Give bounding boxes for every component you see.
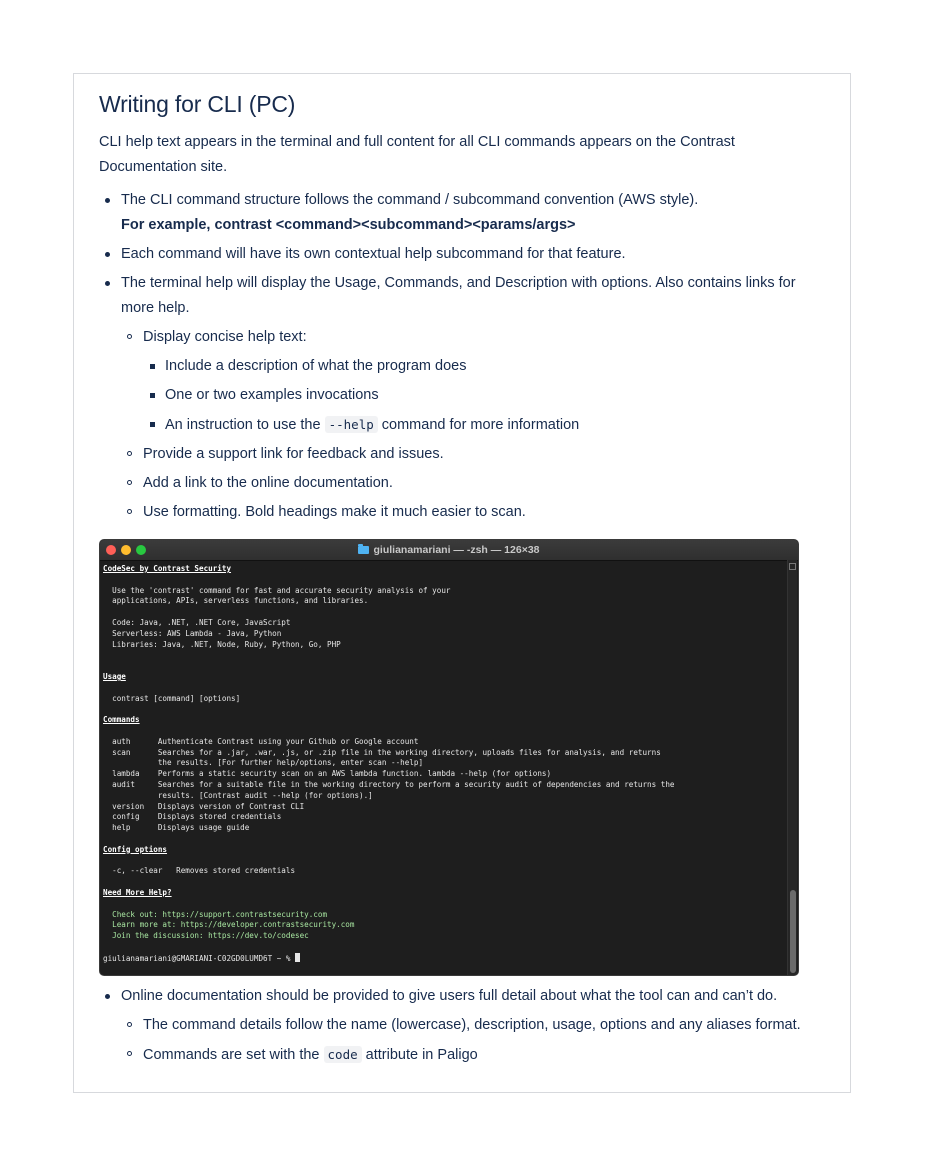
- terminal-line: applications, APIs, serverless functions, and libraries.: [103, 596, 369, 606]
- terminal-line: config Displays stored credentials: [103, 812, 282, 822]
- sub-list-item: [121, 1013, 829, 1038]
- terminal-line: Use the 'contrast' command for fast and accurate security analysis of your: [103, 585, 451, 595]
- sub-sub-bullet-text-post: command for more information: [377, 417, 580, 433]
- terminal-heading-usage: Usage: [103, 671, 126, 681]
- terminal-line: Code: Java, .NET, .NET Core, JavaScript: [103, 617, 291, 627]
- sub-list-item: [121, 1042, 829, 1068]
- sub-sub-list-item: [143, 412, 829, 438]
- command-example: For example, contrast <command><subcommand><params/args>: [121, 217, 576, 233]
- terminal-output: [103, 564, 786, 975]
- sub-sub-bullet-text: One or two examples invocations: [165, 387, 379, 403]
- help-flag-code: --help: [325, 416, 378, 433]
- terminal-line: contrast [command] [options]: [103, 693, 241, 703]
- bullet-text: Each command will have its own contextual help subcommand for that feature.: [121, 246, 626, 262]
- sub-bullet-text-pre: Commands are set with the: [143, 1047, 324, 1063]
- list-item: [99, 984, 829, 1068]
- document-card: [73, 73, 851, 1093]
- folder-icon: [358, 546, 369, 554]
- sub-bullet-text: The command details follow the name (lowercase), description, usage, options and any aliases format.: [143, 1017, 801, 1033]
- terminal-screenshot: [99, 539, 799, 976]
- terminal-titlebar: [100, 540, 798, 561]
- terminal-line: scan Searches for a .jar, .war, .js, or .zip file in the working directory, uploads files for analysis, and returns: [103, 747, 661, 757]
- terminal-scroll-button[interactable]: [789, 563, 796, 570]
- sub-sub-list-item: [143, 354, 829, 379]
- bottom-fade: [74, 1070, 850, 1092]
- terminal-line: -c, --clear Removes stored credentials: [103, 866, 296, 876]
- sub-list-item: [121, 442, 829, 467]
- terminal-title-text: giulianamariani — -zsh — 126×38: [373, 544, 540, 556]
- terminal-heading-main: CodeSec by Contrast Security: [103, 564, 232, 573]
- terminal-line: lambda Performs a static security scan on an AWS lambda function. lambda --help (for options): [103, 769, 552, 779]
- sub-bullet-text: Provide a support link for feedback and issues.: [143, 446, 444, 462]
- list-item: [99, 242, 829, 267]
- document-content: [99, 88, 829, 1072]
- sub-bullet-text: Use formatting. Bold headings make it much easier to scan.: [143, 504, 526, 520]
- terminal-line: help Displays usage guide: [103, 823, 250, 833]
- terminal-title: [100, 540, 798, 560]
- sub-bullet-list: [121, 1013, 829, 1068]
- terminal-cursor: [295, 953, 300, 962]
- sub-sub-list-item: [143, 383, 829, 408]
- terminal-heading-config: Config options: [103, 844, 168, 854]
- terminal-heading-commands: Commands: [103, 715, 140, 725]
- intro-paragraph: CLI help text appears in the terminal and full content for all CLI commands appears on the Contrast Documentation site.: [99, 134, 735, 175]
- terminal-line: results. [Contrast audit --help (for options).]: [103, 790, 373, 800]
- sub-list-item: [121, 471, 829, 496]
- terminal-link-line: Learn more at: https://developer.contrastsecurity.com: [103, 920, 355, 930]
- bullet-text: The terminal help will display the Usage, Commands, and Description with options. Also contains links for more help.: [121, 275, 796, 316]
- sub-sub-bullet-list: [143, 354, 829, 438]
- list-item: [99, 271, 829, 525]
- terminal-link-line: Join the discussion: https://dev.to/codesec: [103, 931, 309, 941]
- sub-sub-bullet-text-pre: An instruction to use the: [165, 417, 325, 433]
- bullet-text: Online documentation should be provided to give users full detail about what the tool can and can’t do.: [121, 988, 778, 1004]
- list-item: [99, 188, 829, 238]
- terminal-line: audit Searches for a suitable file in the working directory to perform a security audit of dependencies and returns the: [103, 779, 675, 789]
- terminal-line: the results. [For further help/options, enter scan --help]: [103, 758, 424, 768]
- terminal-line: version Displays version of Contrast CLI: [103, 801, 305, 811]
- code-attribute-code: code: [324, 1046, 362, 1063]
- terminal-scroll-thumb[interactable]: [790, 890, 796, 973]
- second-bullet-list: [99, 984, 829, 1068]
- terminal-line: auth Authenticate Contrast using your Github or Google account: [103, 736, 419, 746]
- terminal-prompt: giulianamariani@GMARIANI-C02GD0LUMD6T ~ %: [103, 953, 296, 963]
- sub-list-item: [121, 325, 829, 438]
- sub-bullet-list: [121, 325, 829, 525]
- terminal-link-line: Check out: https://support.contrastsecurity.com: [103, 909, 328, 919]
- terminal-line: Serverless: AWS Lambda - Java, Python: [103, 628, 282, 638]
- sub-bullet-text: Add a link to the online documentation.: [143, 475, 393, 491]
- terminal-heading-help: Need More Help?: [103, 887, 172, 897]
- page-title: Writing for CLI (PC): [99, 91, 296, 117]
- sub-bullet-text: Display concise help text:: [143, 329, 307, 345]
- sub-bullet-text-post: attribute in Paligo: [361, 1047, 478, 1063]
- sub-list-item: [121, 500, 829, 525]
- sub-sub-bullet-text: Include a description of what the program does: [165, 358, 467, 374]
- terminal-line: Libraries: Java, .NET, Node, Ruby, Python, Go, PHP: [103, 639, 341, 649]
- bullet-text: The CLI command structure follows the command / subcommand convention (AWS style).: [121, 192, 699, 208]
- main-bullet-list: [99, 188, 829, 525]
